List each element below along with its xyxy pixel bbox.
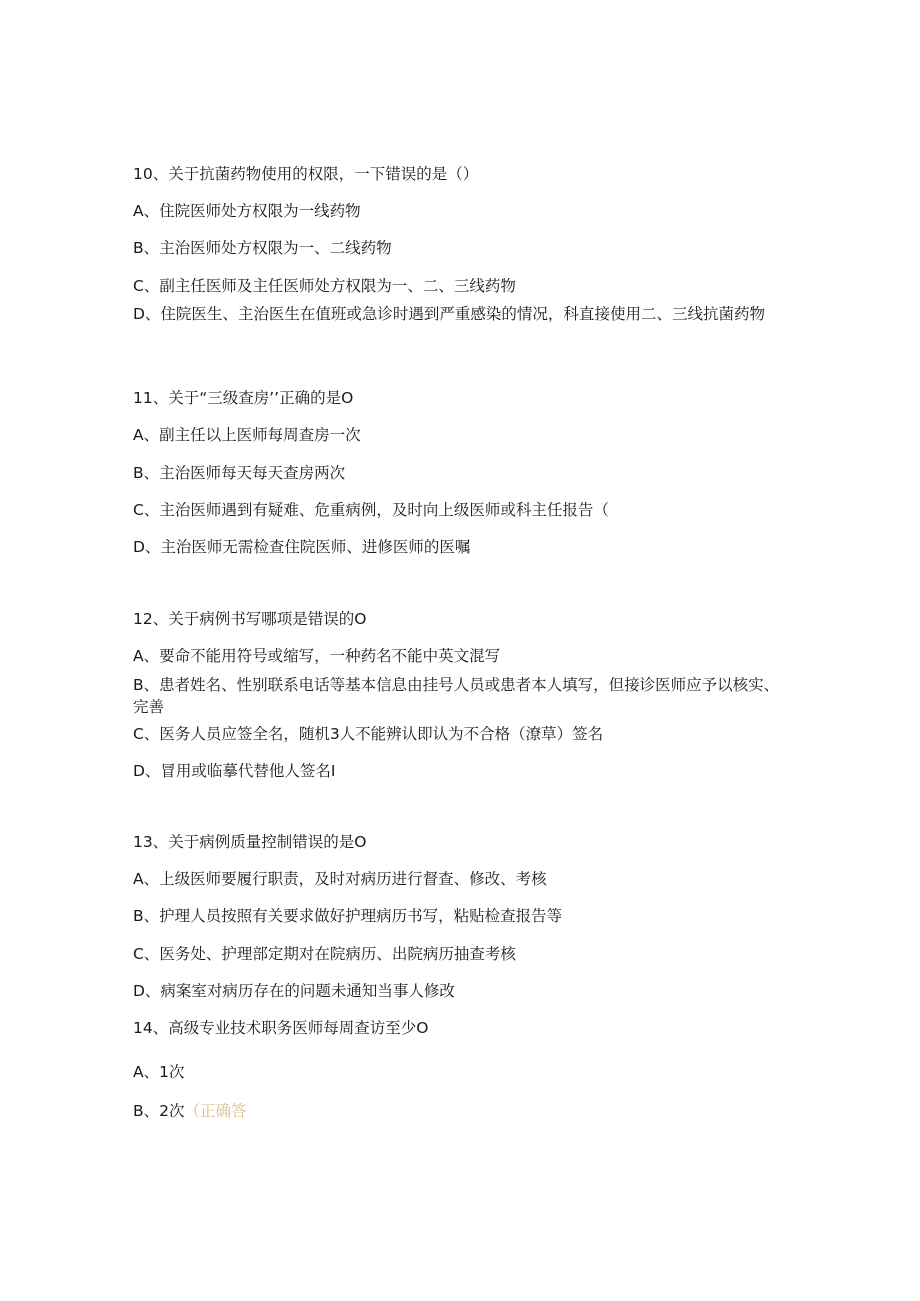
question-stem: 14、高级专业技术职务医师每周查访至少O xyxy=(133,1019,429,1037)
option-d: D、病案室对病历存在的问题未通知当事人修改 xyxy=(133,982,455,1000)
option-b: B、护理人员按照有关要求做好护理病历书写，粘贴检查报告等 xyxy=(133,907,563,925)
option-c: C、副主任医师及主任医师处方权限为一、二、三线药物 xyxy=(133,277,516,295)
option-c: C、主治医师遇到有疑难、危重病例，及时向上级医师或科主任报告（ xyxy=(133,501,609,519)
option-a: A、上级医师要履行职责，及时对病历进行督查、修改、考核 xyxy=(133,870,547,888)
answer-hint: （正确答 xyxy=(184,1102,247,1120)
option-b: B、2次 xyxy=(133,1102,185,1120)
question-stem: 10、关于抗菌药物使用的权限，一下错误的是（） xyxy=(133,165,479,183)
question-stem: 11、关于“三级查房’’正确的是O xyxy=(133,389,354,407)
option-b-row xyxy=(133,1100,247,1122)
option-b: B、主治医师处方权限为一、二线药物 xyxy=(133,239,392,257)
option-d: D、冒用或临摹代替他人签名I xyxy=(133,762,336,780)
option-a: A、副主任以上医师每周查房一次 xyxy=(133,426,361,444)
question-stem: 13、关于病例质量控制错误的是O xyxy=(133,833,367,851)
option-c: C、医务处、护理部定期对在院病历、出院病历抽查考核 xyxy=(133,945,516,963)
option-b: B、主治医师每天每天查房两次 xyxy=(133,464,346,482)
option-a: A、要命不能用符号或缩写，一种药名不能中英文混写 xyxy=(133,647,501,665)
option-a: A、住院医师处方权限为一线药物 xyxy=(133,202,361,220)
option-b: B、患者姓名、性别联系电话等基本信息由挂号人员或患者本人填写，但接诊医师应予以核实、完善 xyxy=(133,676,780,716)
option-a: A、1次 xyxy=(133,1063,185,1081)
option-d: D、主治医师无需检查住院医师、进修医师的医嘱 xyxy=(133,538,471,556)
question-stem: 12、关于病例书写哪项是错误的O xyxy=(133,610,367,628)
option-d: D、住院医生、主治医生在值班或急诊时遇到严重感染的情况，科直接使用二、三线抗菌药物 xyxy=(133,305,765,323)
option-c: C、医务人员应签全名，随机3人不能辨认即认为不合格（潦草）签名 xyxy=(133,725,604,743)
